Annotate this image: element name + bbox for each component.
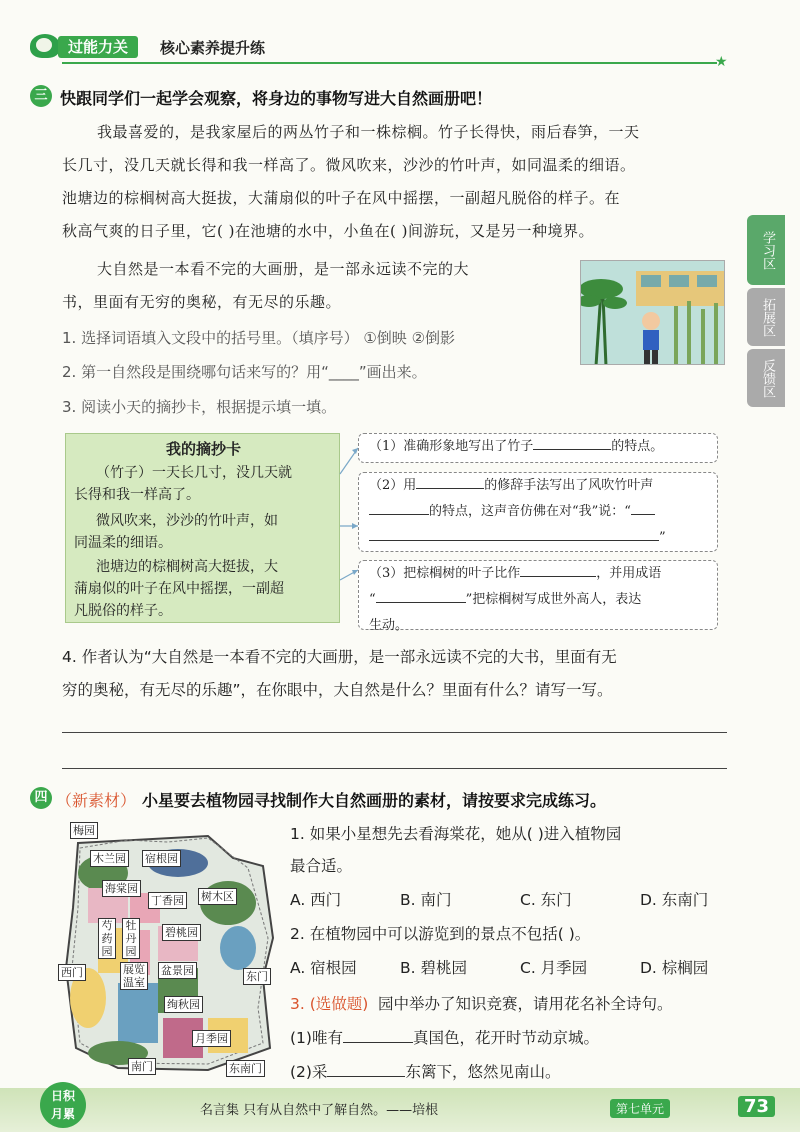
footer-badge-text: 月累	[50, 1107, 75, 1121]
blank-field[interactable]	[416, 475, 484, 489]
hint-2-text: 的特点，这声音仿佛在对“我”说：“	[429, 504, 631, 519]
option-b[interactable]: B. 南门	[400, 891, 452, 909]
poem-text: 东篱下，悠然见南山。	[405, 1063, 561, 1081]
passage-line-4: 秋高气爽的日子里，它( )在池塘的水中，小鱼在( )间游玩，又是另一种境界。	[62, 222, 594, 240]
option-c[interactable]: C. 月季园	[520, 959, 588, 977]
map-spot-perennial: 宿根园	[142, 850, 181, 867]
side-tab-feedback[interactable]: 反馈区	[747, 349, 785, 407]
hint-3-text: “	[369, 592, 376, 607]
blank-field[interactable]	[327, 1063, 405, 1077]
blank-field[interactable]	[533, 436, 611, 450]
poem-line-1	[290, 1022, 599, 1055]
footer-badge	[40, 1082, 86, 1128]
blank-field[interactable]	[369, 501, 429, 515]
header-divider	[62, 62, 717, 64]
bamboo-palm-illustration	[580, 260, 725, 365]
card-line: （竹子）一天长几寸，没几天就	[96, 465, 292, 481]
map-spot-peony-tree: 牡丹园	[122, 918, 140, 959]
hint-3-text: 生动。	[369, 618, 409, 633]
card-line: 微风吹来，沙沙的竹叶声，如	[96, 513, 278, 529]
question-3-1: 1. 选择词语填入文段中的括号里。（填序号） ①倒映 ②倒影	[62, 329, 456, 347]
question-4-3-tag: 3. (选做题)	[290, 995, 369, 1013]
hint-2-text: （2）用	[369, 478, 417, 493]
hint-2-text: 的修辞手法写出了风吹竹叶声	[484, 478, 654, 493]
option-d[interactable]: D. 棕榈园	[640, 959, 709, 977]
map-gate-west[interactable]: 西门	[58, 964, 86, 981]
map-spot-peach: 碧桃园	[162, 924, 201, 941]
question-4-3: 园中举办了知识竞赛，请用花名补全诗句。	[378, 995, 673, 1013]
card-line: 凡脱俗的样子。	[74, 603, 172, 619]
section-4-number: 四	[30, 787, 52, 809]
passage-line-1: 我最喜爱的，是我家屋后的两丛竹子和一株棕榈。竹子长得快，雨后春笋，一天	[97, 123, 640, 141]
map-spot-arboretum: 树木区	[198, 888, 237, 905]
map-spot-crabapple: 海棠园	[102, 880, 141, 897]
map-gate-southeast[interactable]: 东南门	[226, 1060, 265, 1077]
passage-line-3: 池塘边的棕榈树高大挺拔，大蒲扇似的叶子在风中摇摆，一副超凡脱俗的样子。在	[62, 189, 621, 207]
section-4-tag: （新素材）	[56, 791, 137, 810]
footer-quote: 名言集 只有从自然中了解自然。——培根	[200, 1103, 439, 1118]
footer-unit: 第七单元	[610, 1099, 670, 1118]
poem-text: 真国色，花开时节动京城。	[412, 1029, 599, 1047]
writing-line[interactable]	[62, 732, 727, 733]
option-b[interactable]: B. 碧桃园	[400, 959, 467, 977]
map-spot-peony-herb: 芍药园	[98, 918, 116, 959]
card-line: 同温柔的细语。	[74, 535, 172, 551]
passage2-line-2: 书，里面有无穷的奥秘，有无尽的乐趣。	[62, 293, 342, 311]
map-spot-lilac: 丁香园	[148, 892, 187, 909]
option-c[interactable]: C. 东门	[520, 891, 572, 909]
map-gate-east[interactable]: 东门	[243, 968, 271, 985]
star-icon: ★	[715, 54, 728, 70]
map-gate-south[interactable]: 南门	[128, 1058, 156, 1075]
section-3-title: 快跟同学们一起学会观察，将身边的事物写进大自然画册吧！	[60, 89, 493, 108]
option-d[interactable]: D. 东南门	[640, 891, 709, 909]
question-3-3: 3. 阅读小天的摘抄卡，根据提示填一填。	[62, 398, 337, 416]
card-line: 蒲扇似的叶子在风中摇摆，一副超	[74, 581, 284, 597]
map-spot-magnolia: 木兰园	[90, 850, 129, 867]
poem-text: (1)唯有	[290, 1029, 343, 1047]
blank-field[interactable]	[631, 501, 655, 515]
question-4-1-cont: 最合适。	[290, 857, 353, 875]
passage2-line-1: 大自然是一本看不完的大画册，是一部永远读不完的大	[97, 260, 470, 278]
question-3-2: 2. 第一自然段是围绕哪句话来写的？用“____”画出来。	[62, 363, 427, 381]
hint-3-text: （3）把棕榈树的叶子比作	[369, 566, 521, 581]
blank-field[interactable]	[520, 563, 596, 577]
side-tab-extend[interactable]: 拓展区	[747, 288, 785, 346]
option-a[interactable]: A. 宿根园	[290, 959, 357, 977]
excerpt-card	[65, 433, 340, 623]
poem-line-2	[290, 1056, 560, 1089]
card-line: 长得和我一样高了。	[74, 487, 200, 503]
question-4-2: 2. 在植物园中可以游览到的景点不包括( )。	[290, 925, 591, 943]
excerpt-card-title: 我的摘抄卡	[165, 440, 241, 458]
writing-line[interactable]	[62, 768, 727, 769]
page-number: 73	[738, 1096, 775, 1117]
header-tab: 过能力关	[58, 36, 138, 58]
section-4-title: 小星要去植物园寻找制作大自然画册的素材，请按要求完成练习。	[142, 791, 607, 810]
hint-1-text: （1）准确形象地写出了竹子	[369, 439, 534, 454]
header-subtitle: 核心素养提升练	[160, 39, 266, 57]
option-a[interactable]: A. 西门	[290, 891, 342, 909]
map-spot-greenhouse: 展览温室	[120, 962, 148, 990]
hint-box-1	[358, 433, 718, 463]
blank-field[interactable]	[343, 1029, 413, 1043]
section-3-number: 三	[30, 85, 52, 107]
blank-field[interactable]	[369, 527, 659, 541]
hint-3-text: ，并用成语	[596, 566, 662, 581]
garden-map	[58, 818, 283, 1080]
hint-box-3	[358, 560, 718, 633]
hint-1-text: 的特点。	[611, 439, 664, 454]
question-3-4-line-2: 穷的奥秘，有无尽的乐趣”，在你眼中，大自然是什么？里面有什么？请写一写。	[62, 681, 613, 699]
map-spot-rose: 月季园	[192, 1030, 231, 1047]
passage-line-2: 长几寸，没几天就长得和我一样高了。微风吹来，沙沙的竹叶声，如同温柔的细语。	[62, 156, 636, 174]
side-tab-study[interactable]: 学习区	[747, 215, 785, 285]
header-logo-icon	[30, 34, 60, 58]
hint-box-2	[358, 472, 718, 552]
footer-badge-text: 日积	[50, 1089, 75, 1103]
hint-3-text: ”把棕榈树写成世外高人，表达	[465, 592, 642, 607]
question-4-1: 1. 如果小星想先去看海棠花，她从( )进入植物园	[290, 825, 622, 843]
map-spot-autumn: 绚秋园	[164, 996, 203, 1013]
blank-field[interactable]	[376, 589, 466, 603]
question-3-4-line-1: 4. 作者认为“大自然是一本看不完的大画册，是一部永远读不完的大书，里面有无	[62, 648, 617, 666]
map-spot-plum: 梅园	[70, 822, 98, 839]
card-line: 池塘边的棕榈树高大挺拔，大	[96, 559, 278, 575]
hint-2-text: ”	[659, 530, 666, 545]
poem-text: (2)采	[290, 1063, 328, 1081]
map-spot-bonsai: 盆景园	[158, 962, 197, 979]
